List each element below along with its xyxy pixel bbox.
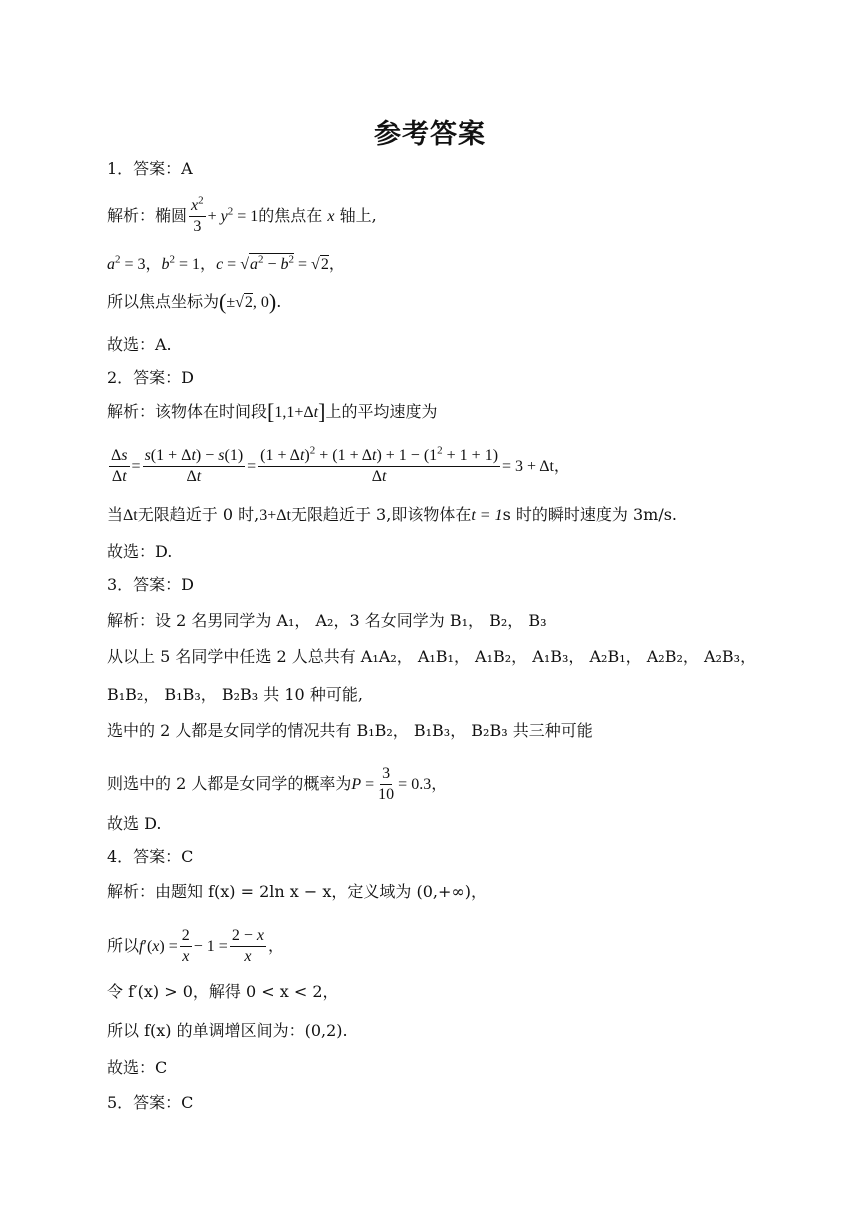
q3-conclusion: 故选 D. bbox=[107, 814, 162, 833]
q1-conclusion: 故选：A. bbox=[107, 335, 172, 354]
ellipse-fraction: $\frac{x^2}{3}$ bbox=[191, 194, 204, 235]
q2-line2: $\frac{\Delta s}{\Delta t}$ = $\frac{s(1 + \Delta t) - s(1)}{\Delta t}$ = $\frac{(1 + \Delta t)^2 + (1 + \Delta t) + 1 - (1^2 + 1 + 1)}{\Delta t}$ = 3 + Δt， bbox=[111, 444, 570, 485]
q2-line3: 当Δt无限趋近于 0 时,3+Δt无限趋近于 3,即该物体在t = 1s 时的瞬时速度为 3m/s. bbox=[107, 505, 678, 524]
q5-answer: 5．答案：C bbox=[107, 1093, 194, 1112]
q2-answer: 2．答案：D bbox=[107, 368, 195, 387]
q1-answer: 1．答案：A bbox=[107, 159, 193, 178]
q1-line3: 所以焦点坐标为(±√2, 0). bbox=[107, 289, 282, 314]
q1-line1: 解析：椭圆 $\frac{x^2}{3}$ + $y^2 = 1$的焦点在 x 轴上, bbox=[107, 194, 377, 235]
q3-line1: 解析：设 2 名男同学为 A₁， A₂，3 名女同学为 B₁， B₂， B₃ bbox=[107, 611, 547, 630]
q4-line4: 所以 f(x) 的单调增区间为：(0,2). bbox=[107, 1021, 348, 1040]
q4-line2: 所以f′(x) = $\frac{2}{x}$ − 1 = $\frac{2 - x}{x}$ ， bbox=[107, 927, 284, 965]
q3-answer: 3．答案：D bbox=[107, 575, 195, 594]
q4-conclusion: 故选：C bbox=[107, 1058, 168, 1077]
q1-line2: $a^2 = 3$，$b^2 = 1$，$c = √a^2 - b^2 = √2$， bbox=[107, 253, 345, 273]
q3-line2: 从以上 5 名同学中任选 2 人总共有 A₁A₂， A₁B₁， A₁B₂， A₁B₃， A₂B₁， A₂B₂， A₂B₃， bbox=[107, 647, 757, 666]
page-title: 参考答案 bbox=[374, 119, 486, 150]
q3-line3: B₁B₂， B₁B₃， B₂B₃ 共 10 种可能, bbox=[107, 685, 363, 704]
q4-line1: 解析：由题知 f(x) = 2ln x − x，定义域为 (0,+∞)， bbox=[107, 882, 487, 901]
q2-conclusion: 故选：D. bbox=[107, 542, 173, 561]
q3-line4: 选中的 2 人都是女同学的情况共有 B₁B₂， B₁B₃， B₂B₃ 共三种可能 bbox=[107, 721, 593, 740]
q4-line3: 令 f′(x) > 0，解得 0 < x < 2， bbox=[107, 982, 339, 1001]
q4-answer: 4．答案：C bbox=[107, 847, 194, 866]
q2-line1: 解析：该物体在时间段[1,1+Δt]上的平均速度为 bbox=[107, 399, 438, 424]
q3-line5: 则选中的 2 人都是女同学的概率为P = $\frac{3}{10}$ = 0.3， bbox=[107, 765, 448, 803]
